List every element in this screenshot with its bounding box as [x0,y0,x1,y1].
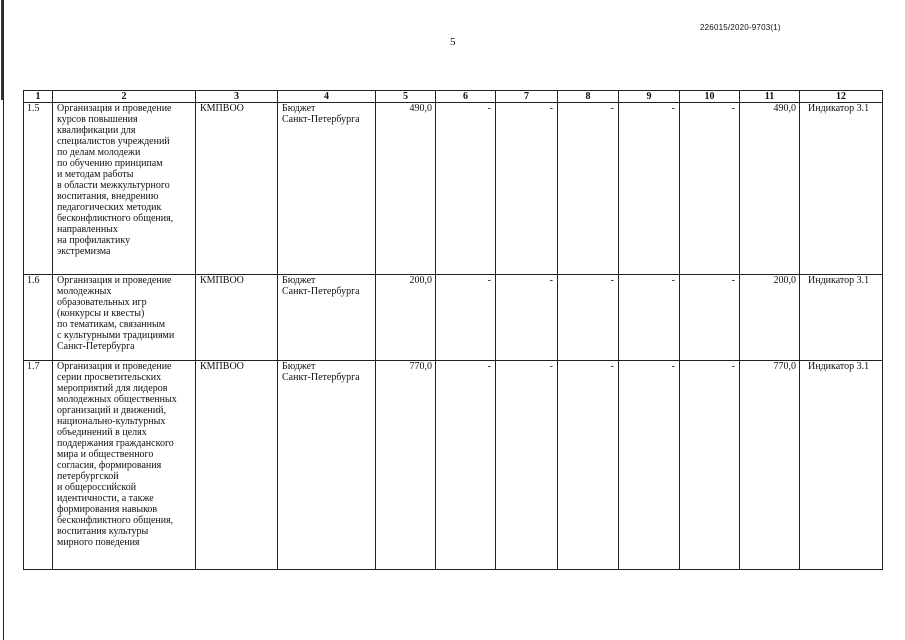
year-value: - [436,361,496,570]
year-value: 200,0 [740,275,800,361]
scan-edge-line [3,0,4,640]
year-value: - [436,103,496,275]
total-amount: 200,0 [376,275,436,361]
year-value: - [619,103,680,275]
column-header: 9 [619,91,680,103]
item-number: 1.5 [24,103,53,275]
table-row [24,361,883,570]
column-header: 2 [53,91,196,103]
column-header: 5 [376,91,436,103]
indicator: Индикатор 3.1 [800,275,883,361]
year-value: - [619,275,680,361]
total-amount: 770,0 [376,361,436,570]
executor: КМПВОО [196,361,278,570]
total-amount: 490,0 [376,103,436,275]
table-row [24,275,883,361]
year-value: - [496,361,558,570]
funding-source: Бюджет Санкт-Петербурга [278,361,376,570]
column-header: 8 [558,91,619,103]
item-number: 1.7 [24,361,53,570]
column-header: 1 [24,91,53,103]
indicator: Индикатор 3.1 [800,361,883,570]
activity-name: Организация и проведение серии просветительских мероприятий для лидеров молодежных общественных организаций и движений, национально-культурных объединений в целях поддержания гражданского мира и общественного согласия, формирования петербургской и общероссийской идентичности, а также формирования навыков бесконфликтного общения, воспитания культуры мирного поведения [53,361,196,570]
column-header: 3 [196,91,278,103]
indicator: Индикатор 3.1 [800,103,883,275]
scan-edge-mark [1,0,3,100]
column-header: 7 [496,91,558,103]
page-number: 5 [450,36,456,48]
table-header-row [24,91,883,103]
year-value: - [436,275,496,361]
document-code: 226015/2020-9703(1) [700,23,781,32]
column-header: 10 [680,91,740,103]
year-value: - [680,275,740,361]
year-value: - [680,361,740,570]
funding-source: Бюджет Санкт-Петербурга [278,103,376,275]
activity-name: Организация и проведение молодежных образовательных игр (конкурсы и квесты) по тематикам, связанным с культурными традициями Санкт-Петербурга [53,275,196,361]
activity-name: Организация и проведение курсов повышения квалификации для специалистов учреждений по делам молодежи по обучению принципам и методам работы в области межкультурного воспитания, внедрению педагогических методик бесконфликтного общения, направленных на профилактику экстремизма [53,103,196,275]
executor: КМПВОО [196,275,278,361]
year-value: 770,0 [740,361,800,570]
year-value: - [496,275,558,361]
column-header: 12 [800,91,883,103]
year-value: 490,0 [740,103,800,275]
table-row [24,103,883,275]
year-value: - [558,103,619,275]
item-number: 1.6 [24,275,53,361]
executor: КМПВОО [196,103,278,275]
year-value: - [496,103,558,275]
year-value: - [558,361,619,570]
column-header: 4 [278,91,376,103]
program-table [23,90,883,570]
column-header: 11 [740,91,800,103]
funding-source: Бюджет Санкт-Петербурга [278,275,376,361]
year-value: - [680,103,740,275]
column-header: 6 [436,91,496,103]
year-value: - [619,361,680,570]
year-value: - [558,275,619,361]
